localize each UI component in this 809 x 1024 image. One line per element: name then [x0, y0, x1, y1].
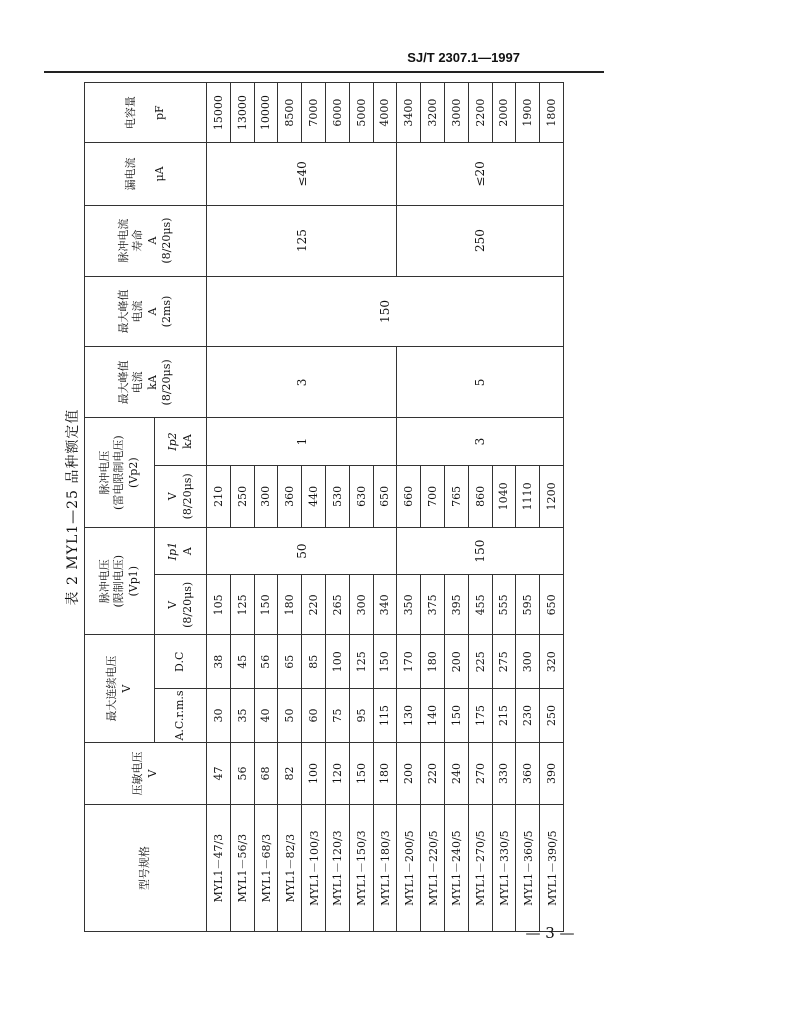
cell-vp2: 630	[349, 465, 373, 527]
cell-vp1: 180	[278, 575, 302, 635]
col-dc: D.C	[155, 635, 207, 689]
cell-dc: 100	[325, 635, 349, 689]
cell-vp2: 860	[468, 465, 492, 527]
cell-ac-rms: 150	[444, 689, 468, 743]
col-ac-rms: A.C.r.m.s	[155, 689, 207, 743]
cell-model: MYL1－47/3	[207, 805, 231, 932]
table-row	[207, 83, 231, 932]
cell-dc: 56	[254, 635, 278, 689]
cell-dc: 300	[516, 635, 540, 689]
cell-varistor-voltage: 240	[444, 742, 468, 804]
cell-varistor-voltage: 390	[540, 742, 564, 804]
cell-varistor-voltage: 120	[325, 742, 349, 804]
cell-vp2: 360	[278, 465, 302, 527]
cell-ip1-group-b: 150	[397, 527, 564, 574]
cell-capacitance: 6000	[325, 83, 349, 143]
header-rule	[44, 71, 604, 73]
cell-vp1: 150	[254, 575, 278, 635]
cell-vp2: 210	[207, 465, 231, 527]
cell-varistor-voltage: 56	[230, 742, 254, 804]
cell-model: MYL1－82/3	[278, 805, 302, 932]
cell-peak-group-a: 3	[207, 347, 397, 418]
col-leakage-current: 漏电流 μA	[85, 143, 207, 205]
cell-model: MYL1－100/3	[302, 805, 326, 932]
cell-varistor-voltage: 100	[302, 742, 326, 804]
cell-life-group-a: 125	[207, 205, 397, 276]
table-header	[85, 83, 207, 932]
cell-vp2: 1200	[540, 465, 564, 527]
cell-leak-group-a: ≤40	[207, 143, 397, 205]
cell-model: MYL1－360/5	[516, 805, 540, 932]
cell-ac-rms: 175	[468, 689, 492, 743]
cell-model: MYL1－390/5	[540, 805, 564, 932]
cell-varistor-voltage: 68	[254, 742, 278, 804]
cell-vp1: 555	[492, 575, 516, 635]
cell-vp1: 105	[207, 575, 231, 635]
cell-varistor-voltage: 330	[492, 742, 516, 804]
cell-dc: 150	[373, 635, 397, 689]
cell-ac-rms: 215	[492, 689, 516, 743]
cell-vp2: 765	[444, 465, 468, 527]
cell-peak-group-b: 5	[397, 347, 564, 418]
col-pulse-voltage-limit: 脉冲电压 (限制电压) (Vp1)	[85, 527, 155, 634]
cell-dc: 170	[397, 635, 421, 689]
cell-capacitance: 10000	[254, 83, 278, 143]
cell-capacitance: 3400	[397, 83, 421, 143]
cell-vp1: 340	[373, 575, 397, 635]
table-caption: 表 2 MYL1—25 品种额定值	[65, 408, 81, 606]
cell-vp2: 650	[373, 465, 397, 527]
cell-capacitance: 2000	[492, 83, 516, 143]
cell-model: MYL1－220/5	[421, 805, 445, 932]
cell-varistor-voltage: 150	[349, 742, 373, 804]
cell-capacitance: 3000	[444, 83, 468, 143]
cell-ac-rms: 250	[540, 689, 564, 743]
cell-vp2: 700	[421, 465, 445, 527]
cell-vp1: 455	[468, 575, 492, 635]
col-pulse-voltage-lightning: 脉冲电压 (雷电限制电压) (Vp2)	[85, 418, 155, 528]
cell-ac-rms: 40	[254, 689, 278, 743]
cell-vp2: 250	[230, 465, 254, 527]
cell-peak-2ms: 150	[207, 276, 564, 347]
col-varistor-voltage: 压敏电压 V	[85, 742, 207, 804]
cell-leak-group-b: ≤20	[397, 143, 564, 205]
cell-model: MYL1－120/3	[325, 805, 349, 932]
cell-capacitance: 13000	[230, 83, 254, 143]
cell-varistor-voltage: 220	[421, 742, 445, 804]
cell-dc: 45	[230, 635, 254, 689]
cell-ac-rms: 115	[373, 689, 397, 743]
table-row	[397, 83, 421, 932]
col-max-continuous-voltage: 最大连续电压 V	[85, 635, 155, 742]
cell-model: MYL1－68/3	[254, 805, 278, 932]
standard-code: SJ/T 2307.1—1997	[407, 50, 520, 65]
col-model: 型号规格	[85, 805, 207, 932]
cell-dc: 275	[492, 635, 516, 689]
cell-vp1: 265	[325, 575, 349, 635]
cell-ac-rms: 30	[207, 689, 231, 743]
cell-dc: 180	[421, 635, 445, 689]
cell-ip1-group-a: 50	[207, 527, 397, 574]
cell-ac-rms: 130	[397, 689, 421, 743]
cell-vp1: 595	[516, 575, 540, 635]
cell-varistor-voltage: 360	[516, 742, 540, 804]
col-vp2-v: V (8/20μs)	[155, 465, 207, 527]
cell-vp2: 1110	[516, 465, 540, 527]
cell-dc: 225	[468, 635, 492, 689]
col-max-peak-current-8-20: 最大峰值 电流 kA (8/20μs)	[85, 347, 207, 418]
cell-vp1: 650	[540, 575, 564, 635]
cell-vp1: 220	[302, 575, 326, 635]
cell-dc: 38	[207, 635, 231, 689]
cell-dc: 320	[540, 635, 564, 689]
cell-ac-rms: 230	[516, 689, 540, 743]
cell-model: MYL1－56/3	[230, 805, 254, 932]
col-pulse-life: 脉冲电流 寿命 A (8/20μs)	[85, 205, 207, 276]
cell-vp1: 125	[230, 575, 254, 635]
cell-varistor-voltage: 200	[397, 742, 421, 804]
cell-ac-rms: 95	[349, 689, 373, 743]
cell-capacitance: 1900	[516, 83, 540, 143]
cell-capacitance: 15000	[207, 83, 231, 143]
cell-varistor-voltage: 270	[468, 742, 492, 804]
cell-dc: 125	[349, 635, 373, 689]
col-capacitance: 电容量 pF	[85, 83, 207, 143]
cell-vp1: 350	[397, 575, 421, 635]
cell-varistor-voltage: 82	[278, 742, 302, 804]
col-vp1-v: V (8/20μs)	[155, 575, 207, 635]
col-max-peak-current-2ms: 最大峰值 电流 A (2ms)	[85, 276, 207, 347]
cell-model: MYL1－270/5	[468, 805, 492, 932]
cell-vp1: 395	[444, 575, 468, 635]
cell-dc: 200	[444, 635, 468, 689]
cell-capacitance: 1800	[540, 83, 564, 143]
cell-ac-rms: 60	[302, 689, 326, 743]
cell-vp2: 440	[302, 465, 326, 527]
col-ip1: Ip1 A	[155, 527, 207, 574]
cell-vp2: 300	[254, 465, 278, 527]
cell-model: MYL1－150/3	[349, 805, 373, 932]
cell-capacitance: 3200	[421, 83, 445, 143]
cell-vp2: 530	[325, 465, 349, 527]
page-number: — 3 —	[525, 924, 575, 942]
cell-ac-rms: 140	[421, 689, 445, 743]
cell-capacitance: 2200	[468, 83, 492, 143]
cell-capacitance: 5000	[349, 83, 373, 143]
cell-model: MYL1－240/5	[444, 805, 468, 932]
cell-ac-rms: 35	[230, 689, 254, 743]
ratings-table	[84, 82, 564, 932]
cell-varistor-voltage: 47	[207, 742, 231, 804]
cell-vp1: 375	[421, 575, 445, 635]
cell-varistor-voltage: 180	[373, 742, 397, 804]
cell-life-group-b: 250	[397, 205, 564, 276]
cell-ip2-group-a: 1	[207, 418, 397, 465]
cell-capacitance: 4000	[373, 83, 397, 143]
col-ip2: Ip2 kA	[155, 418, 207, 465]
rotated-table-container	[65, 82, 564, 932]
cell-vp1: 300	[349, 575, 373, 635]
table-body	[207, 83, 564, 932]
cell-model: MYL1－180/3	[373, 805, 397, 932]
cell-capacitance: 7000	[302, 83, 326, 143]
cell-capacitance: 8500	[278, 83, 302, 143]
cell-dc: 65	[278, 635, 302, 689]
cell-model: MYL1－200/5	[397, 805, 421, 932]
cell-vp2: 1040	[492, 465, 516, 527]
cell-model: MYL1－330/5	[492, 805, 516, 932]
cell-dc: 85	[302, 635, 326, 689]
cell-vp2: 660	[397, 465, 421, 527]
cell-ip2-group-b: 3	[397, 418, 564, 465]
cell-ac-rms: 75	[325, 689, 349, 743]
cell-ac-rms: 50	[278, 689, 302, 743]
